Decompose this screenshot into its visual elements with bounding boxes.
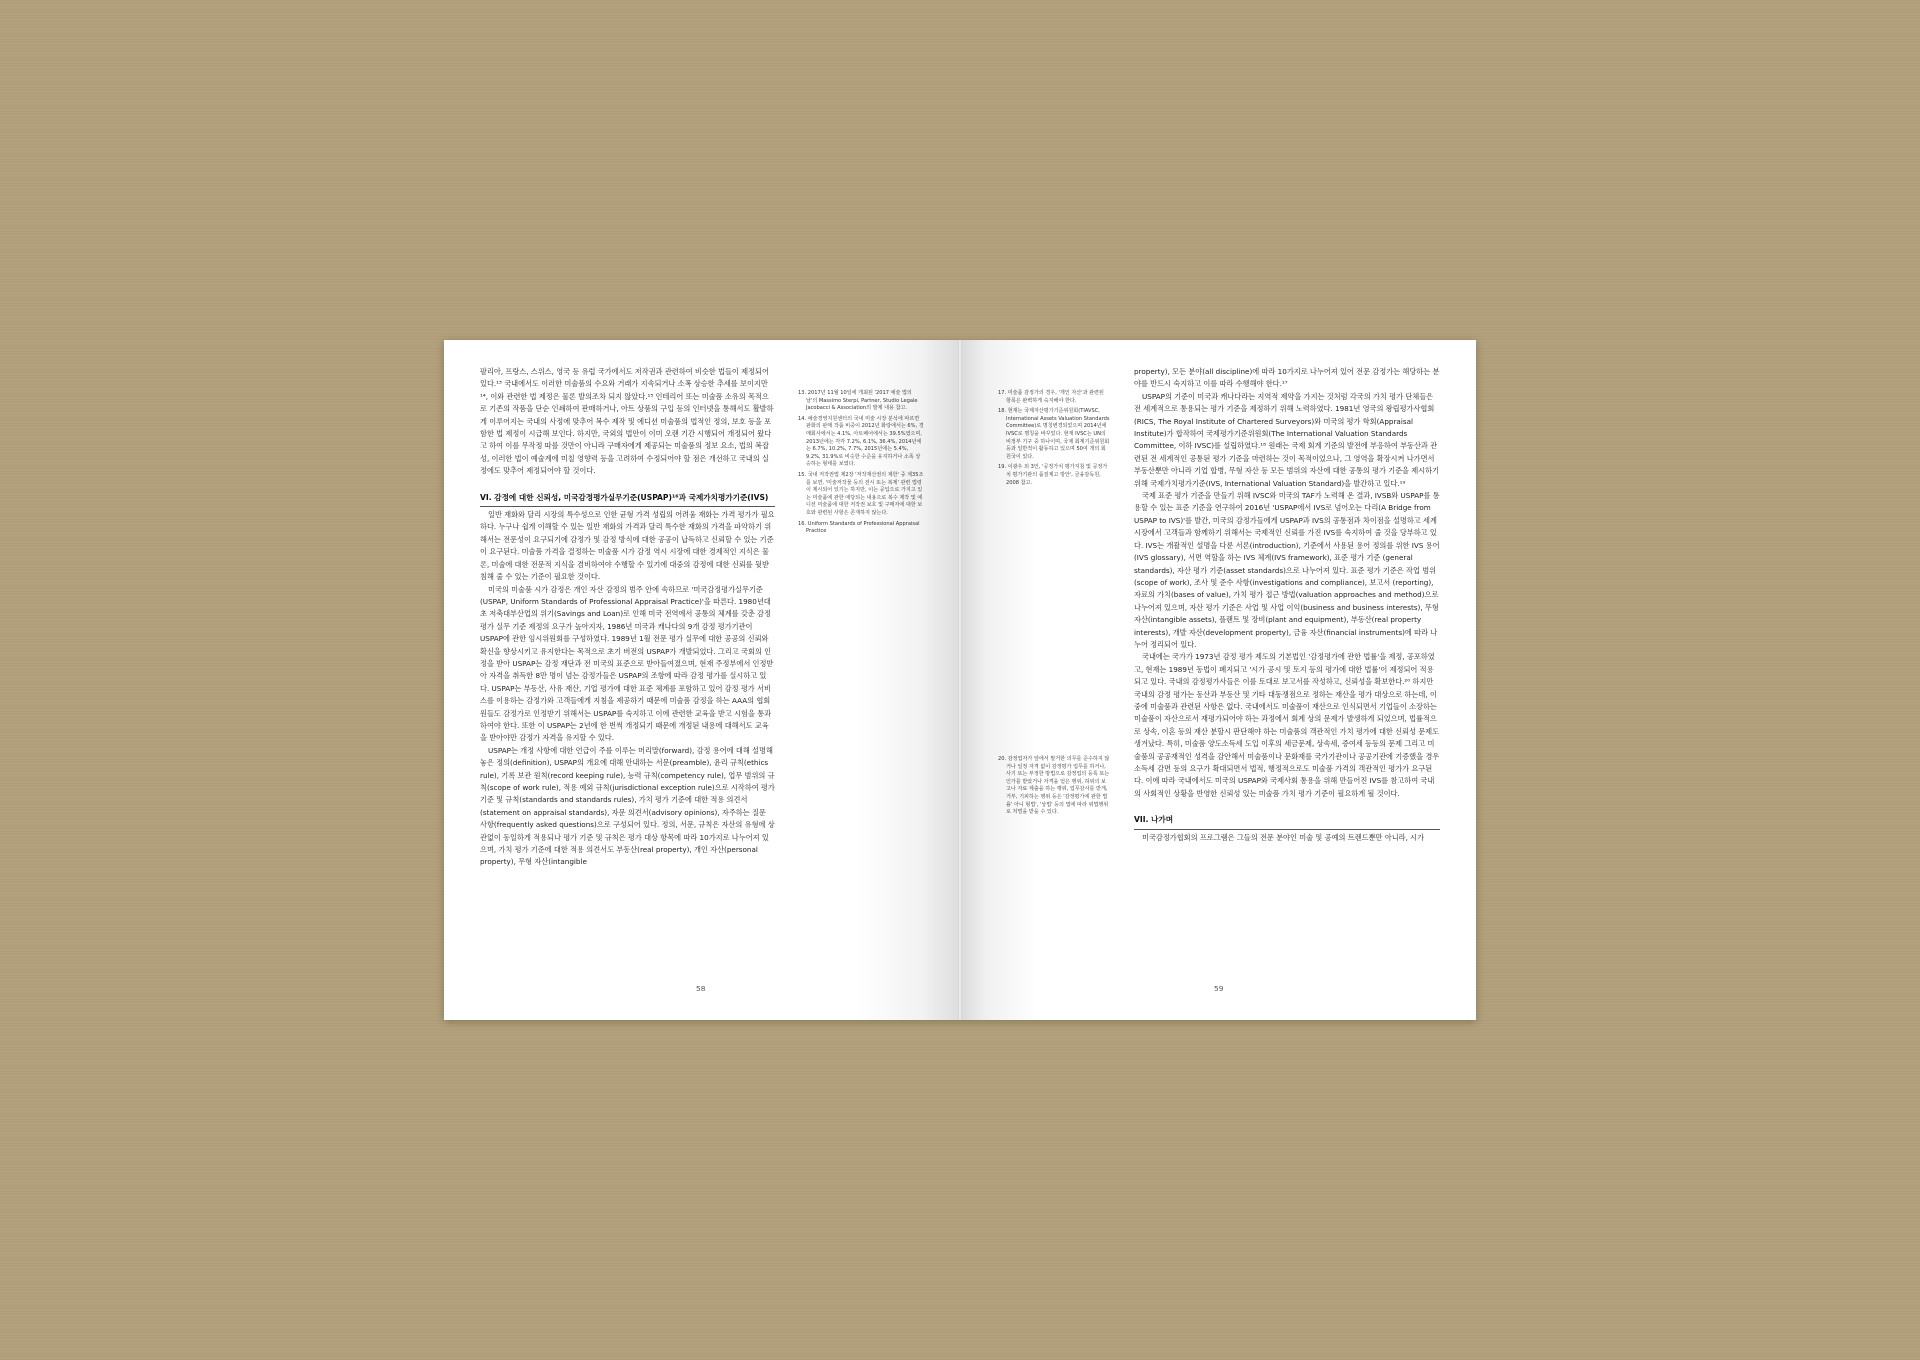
page-number-left: 58 <box>696 984 706 993</box>
footnote-17: 17. 미술품 감정가의 경우, '개인 자산'과 관련된 항목은 완벽하게 숙지해야 한다. <box>998 390 1104 404</box>
left-paragraph-3: 미국의 미술품 시가 감정은 개인 자산 감정의 범주 안에 속하므로 '미국감정평가실무기준(USPAP, Uniform Standards of Professional Appraisal Practice)'을 따른다. 1980년대 초 저축대부산업의 위기(Savings and Loan)로 인해 미국 전역에서 공통의 체계를 갖춘 감정 평가 실무 기준 제정의 요구가 높아지자, 1986년 미국과 캐나다의 9개 감정 평가기관이 USPAP에 관한 임시위원회를 구성하였다. 1989년 1월 전문 평가 실무에 대한 공공의 신뢰와 확신을 향상시키고 유지한다는 목적으로 초기 버전의 USPAP가 개발되었다. 그리고 국회의 인정을 받아 USPAP는 감정 재단과 전 미국의 표준으로 받아들여졌으며, 현재 주정부에서 인정받아 자격을 취득한 8만 명이 넘는 감정가들은 USPAP의 조항에 따라 감정 평가를 실시하고 있다. USPAP는 부동산, 사유 재산, 기업 평가에 대한 표준 체계를 포함하고 있어 감정 평가 서비스를 이용하는 감정가와 고객들에게 지침을 제공하기 때문에 미술품 감정을 하는 AAA의 협회원들도 감정가로 인정받기 위해서는 USPAP를 숙지하고 이에 관련한 교육을 받고 시험을 통과하여야 한다. 또한 이 USPAP는 2년에 한 번씩 개정되기 때문에 개정된 내용에 대해서도 교육을 받아야만 감정가 자격을 유지할 수 있다. <box>480 584 774 743</box>
right-page <box>960 340 1476 1020</box>
right-paragraph-3: 국제 표준 평가 기준을 만들기 위해 IVSC와 미국의 TAF가 노력해 온 결과, IVSB와 USPAP를 통용할 수 있는 표준 기준을 연구하여 2016년 'USPAP에서 IVS로 넘어오는 다리(A Bridge from USPAP to IVS)'를 발간, 미국의 감정가들에게 USPAP과 IVS의 공통점과 차이점을 설명하고 세계 시장에서 고객들과 함께하기 위해서는 국제적인 신뢰를 가진 IVS를 숙지하여 줄 것을 당부하고 있다. IVS는 개괄적인 설명을 다룬 서론(introduction), 기준에서 사용된 용어 정의를 위한 IVS 용어(IVS glossary), 서면 역할을 하는 IVS 체계(IVS framework), 표준 평가 기준 (general standards), 자산 평가 기준(asset standards)으로 나누어져 있다. 표준 평가 기준은 작업 범위(scope of work), 조사 및 준수 사항(investigations and compliance), 보고서 (reporting), 자료의 가치(bases of value), 가치 평가 접근 방법(valuation approaches and method)으로 나누어져 있으며, 자산 평가 기준은 사업 및 사업 이익(business and business interests), 무형 자산(intangible assets), 플랜트 및 장비(plant and equipment), 부동산(real property interests), 개발 자산(development property), 금융 자산(financial instruments)에 따라 나누어 정리되어 있다. <box>1134 491 1440 649</box>
right-paragraph-4: 국내에는 국가가 1973년 감정 평가 제도의 기본법인 '감정평가에 관한 법률'을 제정, 공포하였고, 현재는 1989년 동법이 폐지되고 '시가 공시 및 토지 등의 평가에 대한 법률'이 제정되어 적용되고 있다. 국내의 감정평가사들은 이를 토대로 보고서를 작성하고, 신뢰성을 확보한다.²⁰ 하지만 국내의 감정 평가는 동산과 부동산 및 기타 대동쟁점으로 정하는 재산을 평가 대상으로 하는데, 이 중에 미술품과 관련된 사항은 없다. 국내에서도 미술품이 재산으로 인식되면서 기업들이 소장하는 미술품이 자산으로서 재평가되어야 하는 과정에서 회계 상의 문제가 발생하게 되었으며, 법률적으로 상속, 이혼 등의 재산 분할시 판단해야 하는 미술품의 객관적인 가치 평가에 대한 신뢰성 문제도 생겨났다. 특히, 미술품 양도소득세 도입 이후의 세금문제, 상속세, 증여세 등등의 문제 그리고 미술품의 공공재적인 성격을 감안해서 미술품이나 문화재를 국가기관이나 공공기관에 기증했을 경우 소득세 감면 등의 요구가 확대되면서 법적, 행정적으로도 미술품 가격의 객관적인 평가가 요구된다. 이에 따라 국내에서도 미국의 USPAP와 국제사회 통용을 위해 만들어진 IVS를 참고하여 국내의 사회적인 상황을 반영한 신뢰성 있는 미술품 가치 평가 기준이 필요하게 될 것이다. <box>1134 652 1440 798</box>
section-heading-vii: VII. 나가며 <box>1134 814 1440 829</box>
footnote-15: 15. 국내 저작권법 제2장 '저작재산권의 제한' 중 제35조를 보면, '미술저작물 등의 전시 또는 복제' 관련 법령이 제시되어 있기는 하지만, 이는 공입으로 가지고 있는 미술품에 관한 애당되는 내용으로 복수 제작 및 에디션 미술품에 대한 저작권 보호 및 구매자에 대한 보호와 관련된 사항은 존재하지 않는다. <box>798 471 924 516</box>
left-page <box>444 340 960 1020</box>
footnote-18: 18. 현재는 국제자산평가기준위원회(TIAVSC, International Assets Valuation Standards Committee)로 명칭변경되었으며 2014년에 IVSC로 명칭을 바꾸었다. 현재 IVSC는 UN의 비정부 기구 중 하나이며, 국제 회계기준위원회 등과 일반적이 활동하고 있으며 50여 개의 회원국이 있다. <box>998 408 1110 460</box>
left-footnotes <box>798 390 924 539</box>
left-paragraph-2: 일반 재화와 달리 시장의 특수성으로 인한 균형 가격 성립의 어려움 재화는 가격 평가가 필요하다. 누구나 쉽게 이해할 수 있는 일반 재화의 가격과 달리 특수한 재화의 가격을 파악하기 위해서는 전문성이 요구되기에 감정가 및 감정 방식에 대한 공공이 납득하고 신뢰할 수 있는 기준이 요구된다. 미술품 가격을 결정하는 미술품 시가 감정 역시 시장에 대한 경제적인 지식은 물론, 미술에 대한 전문적 지식을 겸비하여야 수행할 수 있기에 대중의 감정에 대한 신뢰를 뒷받침해 줄 수 있는 기준이 필요한 것이다. <box>480 510 775 582</box>
footnote-16: 16. Uniform Standards of Professional Appraisal Practice <box>798 520 920 535</box>
footnote-19: 19. 이광우 외 3인, '공정가치 평가지침 및 공정가치 평가기관의 품질제고 방안', 금융감독원, 2008 참고. <box>998 464 1108 486</box>
right-paragraph-5: 미국감정가협회의 프로그램은 그들의 전문 분야인 미술 및 공예의 트렌드뿐만 아니라, 시가 <box>1142 832 1425 842</box>
footnote-14: 14. 예술경영지원센터의 국내 미술 시장 분석에 따르면 판화의 판매 작품 비중이 2012년 화랑에서는 6%, 경매회사에서는 4.1%, 아트페어에서는 39.5%였으며, 2013년에는 각각 7.2%, 6.1%, 36.4%, 2014년에는 6.7%, 10.2%, 7.7%, 2015년에는 5.4%, 9.2%, 31.9%로 비슷한 수준을 유지하거나 소폭 상승하는 형태를 보였다. <box>798 415 924 468</box>
right-paragraph-1: property), 모든 분야(all discipline)에 따라 10가지로 나누어져 있어 전문 감정가는 해당하는 분야를 반드시 숙지하고 이를 따라 수행해야 한다.¹⁷ <box>1134 367 1440 389</box>
right-footnotes-bottom <box>998 756 1110 820</box>
book-gutter <box>958 340 962 1020</box>
footnote-13: 13. 2017년 11월 10일에 개최된 '2017 예술 법의 날'의 Massimo Sterpi, Partner, Studio Legale Jacobacci & Association의 발제 내용 참고. <box>798 390 918 412</box>
right-body <box>1134 366 1440 844</box>
left-body <box>480 366 775 869</box>
book-spread <box>444 340 1476 1020</box>
right-footnotes-top <box>998 390 1110 490</box>
left-paragraph-1: 팔리아, 프랑스, 스위스, 영국 등 유럽 국가에서도 저작권과 관련하여 비슷한 법들이 제정되어 있다.¹³ 국내에서도 이러한 미술품의 수요와 거래가 지속되거나 소폭 상승한 추세를 보이지만¹⁴, 이와 관련한 법 제정은 물론 발의조차 되지 않았다.¹⁵ 인테리어 또는 미술품 소유의 목적으로 기존의 작품을 단순 인쇄하여 판매하거나, 아트 상품의 구입 등의 인터넷을 통해서도 활발하게 이루어지는 국내의 사정에 맞추어 복수 제작 및 에디션 미술품의 법적인 정의, 보호 등을 포함한 법 제정이 시급해 보인다. 하지만, 국외의 법안이 이미 오랜 기간 시행되어 개정되어 왔다고 하여 이를 무작정 따를 것만이 아니라 구매자에게 제공되는 미술품의 정보 요소, 법의 복잡성, 이러한 법이 예술계에 미칠 영향력 등을 고려하여 수정되어야 할 점은 개선하고 국내의 실정에도 맞추어 제정되어야 할 것이다. <box>480 367 774 476</box>
left-paragraph-4: USPAP는 개정 사항에 대한 언급이 주를 이루는 머리말(forward), 감정 용어에 대해 설명해 놓은 정의(definition), USPAP의 개요에 대해 안내하는 서문(preamble), 윤리 규칙(ethics rule), 기록 보관 원칙(record keeping rule), 능력 규칙(competency rule), 업무 범위의 규칙(scope of work rule), 적용 예외 규칙(jurisdictional exception rule)으로 시작하여 평가 기준 및 규칙(standards and standards rules), 가치 평가 기준에 대한 적용 의견서(statement on appraisal standards), 자문 의견서(advisory opinions), 자주하는 질문 사항(frequently asked questions)으로 구성되어 있다. 정의, 서문, 규칙은 자산의 유형에 상관없이 동일하게 적용되나 평가 기준 및 규칙은 평가 대상 항목에 따라 10가지로 나누어져 있으며, 가치 평가 기준에 대한 적용 의견서도 부동산(real property), 개인 자산(personal property), 무형 자산(intangible <box>480 745 775 867</box>
section-heading-vi: VI. 감정에 대한 신뢰성, 미국감정평가실무기준(USPAP)¹⁶과 국제가치평가기준(IVS) <box>480 492 775 507</box>
page-number-right: 59 <box>1214 984 1224 993</box>
right-paragraph-2: USPAP의 기준이 미국과 캐나다라는 지역적 제약을 가지는 것처럼 각국의 가치 평가 단체들은 전 세계적으로 통용되는 평가 기준을 제정하기 위해 노력하였다. 1981년 영국의 왕립평가사협회(RICS, The Royal Institute of Chartered Surveyors)와 미국의 평가 학회(Appraisal Institute)가 합작하여 국제평가기준위원회(The International Valuation Standards Committee, 이하 IVSC)를 설립하였다.¹⁸ 원래는 국제 회계 기준의 발전에 부응하여 부동산과 관련된 전 세계적인 공통된 평가 기준을 마련하는 것이 목적이었으나, 그 영역을 확장시켜 나가면서 부동산뿐만 아니라 기업 합병, 무형 자산 등 모든 범위의 자산에 대한 공통의 평가 기준을 제시하기 위해 국제가치평가기준(IVS, International Valuation Standard)을 발간하고 있다.¹⁹ <box>1134 391 1440 488</box>
footnote-20: 20. 감정업자가 앞에서 말거한 의무를 준수하지 않거나 일정 자격 없이 감정평가 업무를 하거나, 사기 또는 부정한 방법으로 감정업의 등록 또는 인가를 받았거나 자격을 얻은 행위, 허위의 보고나 자료 제출을 하는 행위, 업무감사를 받게, 거부, 기피하는 행위 등은 '감정평가에 관한 법률' 아니 형법', '상법' 등의 법에 따라 위법행위로 처벌을 받을 수 있다. <box>998 756 1110 816</box>
